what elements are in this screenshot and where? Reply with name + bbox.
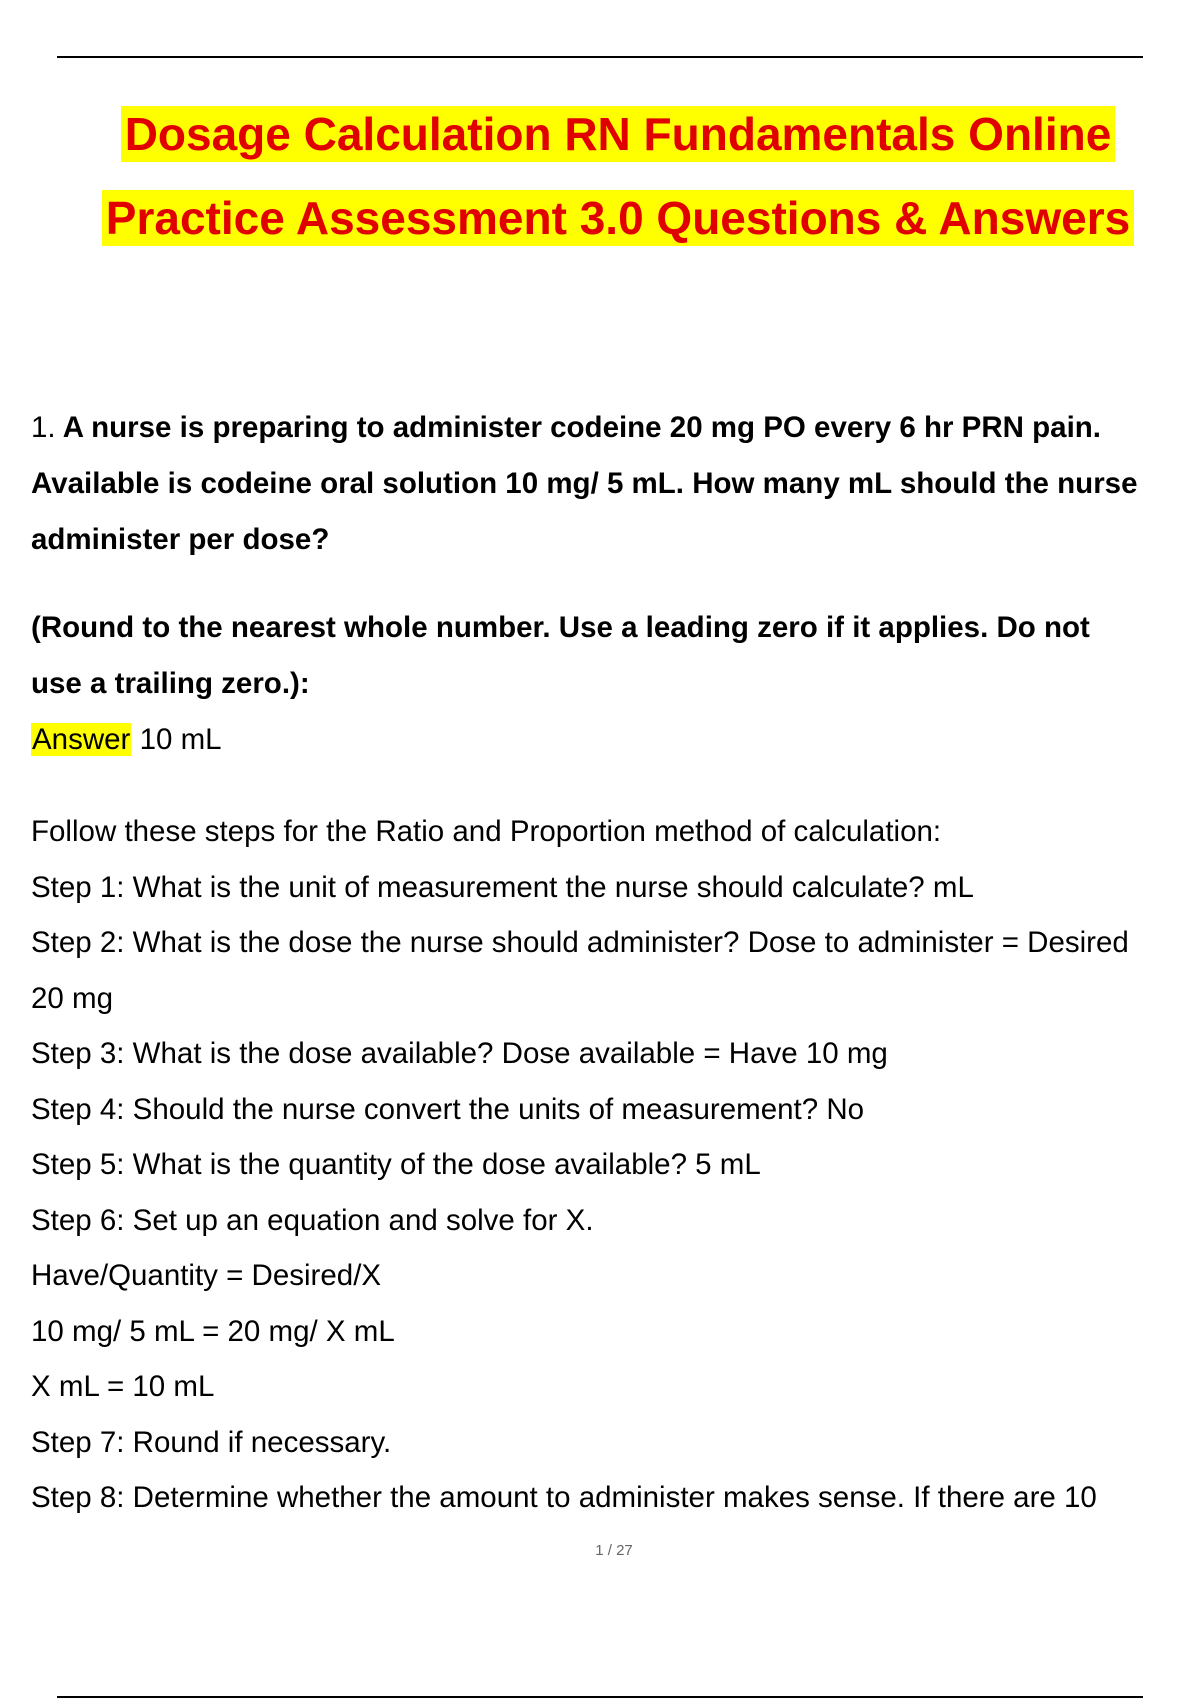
document-title (0, 106, 1200, 246)
title-line-1: Dosage Calculation RN Fundamentals Online (121, 106, 1116, 162)
step-7: Step 7: Round if necessary. (31, 1425, 392, 1459)
step-1: Step 1: What is the unit of measurement the nurse should calculate? mL (31, 870, 974, 904)
step-2-continued: 20 mg (31, 981, 113, 1015)
top-divider (57, 56, 1143, 58)
instruction-line-2: use a trailing zero.): (31, 667, 310, 700)
answer-label: Answer (32, 723, 131, 756)
question-section (31, 400, 1200, 1526)
step-4: Step 4: Should the nurse convert the units of measurement? No (31, 1092, 865, 1126)
bottom-divider (57, 1696, 1143, 1698)
step-3: Step 3: What is the dose available? Dose available = Have 10 mg (31, 1037, 888, 1070)
question-line-1 (31, 400, 1200, 456)
question-text-1: A nurse is preparing to administer codeine 20 mg PO every 6 hr PRN pain. (62, 411, 1101, 444)
step-8: Step 8: Determine whether the amount to administer makes sense. If there are 10 (31, 1481, 1097, 1514)
question-number: 1. (31, 411, 56, 444)
solution-steps (31, 804, 1200, 1526)
question-line-2: Available is codeine oral solution 10 mg/ 5 mL. How many mL should the nurse (31, 467, 1138, 500)
step-6: Step 6: Set up an equation and solve for X. (31, 1203, 594, 1237)
instruction-line-1: (Round to the nearest whole number. Use a leading zero if it applies. Do not (31, 611, 1090, 644)
question-line-3: administer per dose? (31, 523, 330, 556)
answer-value: 10 mL (139, 723, 222, 756)
page-indicator: 1 / 27 (595, 1542, 633, 1559)
equation-result: X mL = 10 mL (31, 1370, 215, 1403)
title-line-2: Practice Assessment 3.0 Questions & Answers (102, 190, 1134, 246)
step-5: Step 5: What is the quantity of the dose available? 5 mL (31, 1148, 761, 1181)
question-instruction (31, 600, 1200, 712)
answer-line (31, 712, 1200, 768)
equation-line-2: 10 mg/ 5 mL = 20 mg/ X mL (31, 1314, 395, 1348)
step-2: Step 2: What is the dose the nurse should administer? Dose to administer = Desired (31, 926, 1129, 959)
steps-intro: Follow these steps for the Ratio and Proportion method of calculation: (31, 815, 942, 848)
equation-line-1: Have/Quantity = Desired/X (31, 1259, 382, 1292)
